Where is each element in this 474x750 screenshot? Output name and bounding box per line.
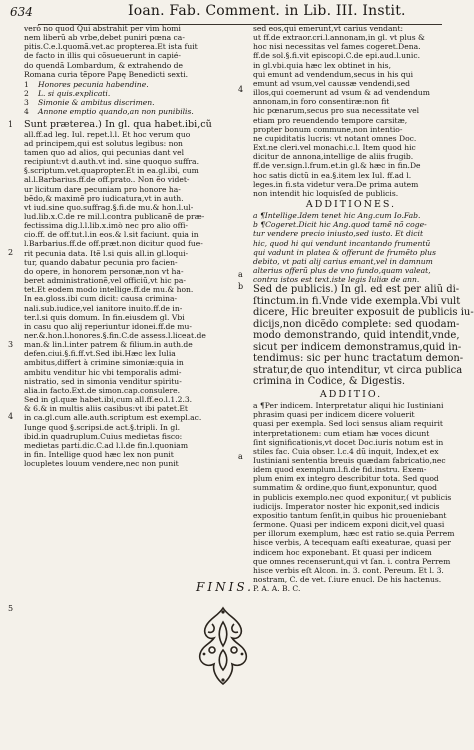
- margin-number: 3: [8, 340, 14, 349]
- text-line: plum enim ex integro describitur tota. Sed quod: [253, 474, 439, 484]
- text-line: Iustiniani sententia breuis quædam fabricatio,nec: [253, 455, 446, 465]
- text-line: cio.ff. de off.tut.l.in eos.& l.sit faciunt. quia in: [24, 230, 199, 240]
- text-line: Ext.ne cleri.vel monachi.c.l. Item quod hic: [253, 143, 416, 153]
- text-line: per illorum exemplum, hæc est ratio se.quia Perrem: [253, 529, 455, 539]
- text-line: summatim & ordine,quo fiunt,exponuntur, quod: [253, 483, 437, 493]
- page-header: [10, 3, 448, 23]
- fleuron-ornament-icon: [188, 604, 258, 688]
- text-line: P. A. A. B. C.: [253, 584, 301, 594]
- text-line: qui emunt ad vendendum,secus in his qui: [253, 69, 414, 79]
- text-line: idem quod exemplum.l.fi.de fid.instru. Exem-: [253, 465, 427, 475]
- text-line: In ea.gloss.ibi cum dicit: causa crimina-: [24, 294, 178, 304]
- additio-notes: [253, 401, 455, 594]
- summary-text: Honores pecunia habendine.: [38, 79, 149, 89]
- summary-text: Annone emptio quando,an non punibilis.: [38, 107, 194, 117]
- text-line: interpretationem: cum etiam hæ voces dicunt: [253, 428, 430, 438]
- text-line: hoc satis dictũ in ea.§.item lex Iul. ff.ad l.: [253, 170, 412, 180]
- text-line: que omnes recenserunt,qui vt ſan. i. contra Perrem: [253, 556, 451, 566]
- summary-text: Simonie & ambitus discrimen.: [38, 98, 155, 108]
- text-line: tendimus: sic per hunc tractatum demon-: [253, 353, 464, 365]
- text-line: in fin. Intellige quod hæc lex non punit: [24, 450, 174, 460]
- text-line: Sed de publicis.) In gl. ed est per aliũ di-: [253, 284, 460, 296]
- text-line: hic pœnarum,secus pro sua necessitate vel: [253, 106, 420, 116]
- text-line: hic, quod hi qui vendunt incantando frumentũ: [253, 238, 431, 248]
- text-line: verò no quod Qui abstrahit per vim homi: [24, 24, 181, 33]
- text-line: expositio tantum ſenſit,in quibus hic proueniebant: [253, 510, 447, 520]
- text-line: sicut per indicem demonstramus,quid in-: [253, 341, 462, 353]
- text-line: hisce verbis eſt Alcon. in. 3. cont. Pereum. Et l. 3.: [253, 565, 444, 575]
- text-line: do opere, in honorem personæ,non vt ha-: [24, 266, 184, 276]
- text-line: phrasim quasi per indicem dicere voluerit: [253, 410, 415, 420]
- text-line: rit pecunia data. Itẽ l.si quis all.in gl.loqui-: [24, 248, 189, 258]
- text-line: man.& lin.l.inter patrem & filium.in auth.de: [24, 340, 193, 350]
- text-line: & 6.& in multis aliis casibus:vt ibi patet.Et: [24, 404, 188, 414]
- additio-heading: ADDITIO.: [319, 388, 383, 400]
- margin-letter: a: [238, 270, 243, 279]
- text-line: alterius offerũ plus de vno fundo,quam valeat,: [253, 266, 431, 276]
- text-line: hisce verbis, A tecequam eaſti exeaturae, quasi per: [253, 538, 451, 548]
- text-line: nali.sub.iudice,vel ianitore inuito.ff.de in-: [24, 303, 183, 313]
- summary-list: [24, 80, 220, 117]
- text-line: qui vadunt in platea & offerunt de frumẽto plus: [253, 247, 436, 257]
- text-line: tamen quo ad alios, qui pecunias dant vel: [24, 147, 185, 157]
- text-line: illos,qui coemerunt ad vsum & ad vendendum: [253, 88, 430, 98]
- left-column-opening-text: [24, 24, 220, 79]
- text-line: crimina in Codice, & Digestis.: [253, 376, 406, 388]
- text-line: ibid.in quadruplum.Cuius medietas fisco:: [24, 431, 183, 441]
- text-line: ſermone. Quasi per indicem exponi dicit,vel quasi: [253, 520, 445, 530]
- summary-number: 4: [24, 107, 29, 117]
- text-line: ur licitum dare pecuniam pro honore ha-: [24, 184, 181, 194]
- text-line: indicem hoc exponebant. Et quasi per indicem: [253, 547, 432, 557]
- summary-item: [24, 89, 220, 98]
- text-line: lud.lib.x.C.de re mil.l.contra publicanẽ de præ-: [24, 211, 205, 221]
- margin-number: 1: [8, 120, 14, 129]
- text-line: nostram, C. de vet. ſ.iure enucl. De his hactenus.: [253, 575, 442, 584]
- text-line: recipiunt:vt d.auth.vt ind. sine quoquo suffra.: [24, 157, 199, 167]
- text-line: §.scriptum.vet.quapropter.Et in ea.gl.ibi, cum: [24, 166, 199, 176]
- text-line: emunt ad vsum,vel caussæ vendendi,sed: [253, 78, 410, 88]
- text-line: beret administrationẽ,vel officiũ,vt hic pa-: [24, 276, 186, 286]
- text-line: locupletes louum vendere,nec non punit: [24, 459, 179, 469]
- text-line: ambitus,differt à crimine simoniæ:quia in: [24, 358, 184, 368]
- margin-letter: a: [238, 452, 243, 461]
- text-line: modo demonstrando, quid intendit,vnde,: [253, 330, 460, 342]
- summary-item: [24, 98, 220, 107]
- text-line: ad principem,qui est solutus legibus: non: [24, 138, 183, 148]
- text-line: non intendit hic loquisſed de publicis.: [253, 188, 399, 198]
- text-line: dicere, Hic breuiter exposuit de publicis iu-: [253, 307, 474, 319]
- margin-number: 4: [8, 412, 14, 421]
- text-line: defen.ciui.§.fi.ff.vt.Sed ibi.Hæc lex Iulia: [24, 349, 176, 359]
- text-line: ff.de ver.sign.l.frum.et.in gl.& hæc in fin.De: [253, 161, 421, 171]
- right-column: [253, 24, 474, 594]
- text-line: ter.l.si quis domum. In fin.eiusdem gl. Vbi: [24, 312, 185, 322]
- text-line: in gl.vbi.quia hæc lex obtinet in his,: [253, 60, 391, 70]
- text-line: nistratio, sed in simonia venditur spiritu-: [24, 376, 182, 386]
- margin-number: 4: [238, 85, 244, 94]
- text-line: al.l.Barbarius.ff.de off.prato.. Non ẽo videt-: [24, 175, 190, 185]
- page-number: 634: [10, 5, 33, 19]
- summary-text: L. si quis.explicati.: [38, 89, 111, 99]
- right-column-opening-text: [253, 24, 449, 198]
- text-line: tur, quando dabatur pecunia pro facien-: [24, 257, 178, 267]
- text-line: de facto in illis qui cõsueuerunt in capié-: [24, 51, 181, 61]
- text-line: stratur,de quo intenditur, vt circa publica: [253, 364, 463, 376]
- text-line: sed eos,qui emerunt,vt carius vendant:: [253, 24, 404, 33]
- text-line: dicijs,non dicẽdo complete: sed quodam-: [253, 318, 460, 330]
- text-line: Iunge quod §.scripsi.de act.§.tripli. In gl.: [24, 422, 181, 432]
- text-line: medietas parti.dic.C.ad l.l.de fin.l.quoniam: [24, 440, 189, 450]
- additiones-notes: [253, 211, 449, 284]
- text-line: etiam pro reuendendo tempore carsitæ,: [253, 115, 408, 125]
- text-line: Romana curia tẽpore Papę Benedicti sexti.: [24, 69, 189, 79]
- text-line: vt iud.sine quo.suffrag.§.fi.de mu.& hon.l.ul-: [24, 202, 194, 212]
- text-line: ne cupiditatis lucris: vt notant omnes Doc.: [253, 133, 417, 143]
- left-column-body: [24, 119, 220, 469]
- summary-number: 3: [24, 98, 29, 108]
- text-line: ambitu venditur hic vbi temporalis admi-: [24, 367, 182, 377]
- text-line: tur vendere precio iniusto,sed iusto. Et dicit: [253, 229, 424, 239]
- text-line: a ¶Intellige.Idem tenet hic Ang.cum Io.Fab.: [253, 211, 421, 221]
- summary-item: [24, 80, 220, 89]
- text-line: ſint significationis,vt docet Doc.iuris notum est in: [253, 437, 444, 447]
- margin-number: 2: [8, 248, 14, 257]
- text-line: contra istos est text.iste legis Iuliæ de ann.: [253, 275, 420, 285]
- text-line: do quendã Lombardum, & extrahendo de: [24, 60, 184, 70]
- text-line: annonam,in foro consentiræ:non fit: [253, 97, 390, 107]
- text-line: stiles fac. Cuia obser. l.c.4 dũ inquit, Index,et ex: [253, 446, 439, 456]
- margin-number: 5: [8, 604, 14, 613]
- text-line: Sunt præterea.) In gl. qua habet.ibi,cũ: [24, 118, 212, 130]
- summary-item: [24, 107, 220, 116]
- text-line: iudicijs. Imperator noster hic exponit,sed indicis: [253, 501, 440, 511]
- margin-letter: b: [238, 282, 244, 291]
- text-line: ner.&.hon.l.honores.§.fin.C.de assess.l.liceat.de: [24, 331, 206, 340]
- text-line: nem liberũ ab vrbe,debet puniri pœna ca-: [24, 33, 185, 43]
- text-line: in ca.gl.cum alle.auth.scriptum est exempl.ac.: [24, 413, 202, 423]
- summary-number: 2: [24, 89, 29, 99]
- text-line: debito, vt pati alij carius emant,vel in damnum: [253, 256, 433, 266]
- text-line: in publicis exemplo.nec quod exponitur,( vt publicis: [253, 492, 452, 502]
- text-line: bẽdo,& maximẽ pro iudicatura,vt in auth.: [24, 193, 184, 203]
- finis-label: FINIS.: [196, 580, 254, 594]
- text-line: propter bonum commune,non intentio-: [253, 124, 403, 134]
- lemma-paragraph: [253, 284, 474, 388]
- text-line: Sed in gl.quæ habet.ibi,cum all.ff.eo.l.1.2.3.: [24, 395, 193, 405]
- text-line: l.Barbarius.ff.de off.præt.non dicitur quod fue-: [24, 239, 203, 249]
- text-line: all.ff.ad leg. Iul. repet.l.l. Et hoc verum quo: [24, 129, 191, 139]
- text-line: tet.Et eodem modo intellige.ff.de mu.& hon.: [24, 285, 194, 295]
- text-line: fectissima dig.l.l.lib.x.imò nec pro alio offi-: [24, 221, 188, 231]
- text-line: ut ff.de extraor.cri.l.annonam,in gl. vt plus &: [253, 33, 425, 43]
- text-line: a ¶Per indicem. Interpretatur aliqui hic Iustiniani: [253, 401, 444, 411]
- text-line: hoc nisi necessitas vel fames cogeret.Dena.: [253, 42, 421, 52]
- text-line: pitis.C.e.l.quomã.vet.ac propterea.Et ista fuit: [24, 42, 198, 52]
- running-head: Ioan. Fab. Comment. in Lib. III. Instit.: [128, 3, 406, 19]
- text-line: ſtinctum.in fi.Vnde vide exempla.Vbi vult: [253, 295, 461, 307]
- additiones-heading: ADDITIONES.: [305, 198, 397, 210]
- text-line: alia.in facto.Ext.de simon.cap.consulere.: [24, 385, 181, 395]
- summary-number: 1: [24, 79, 29, 89]
- text-line: b ¶Cogeret.Dicit hic Ang.quod tamẽ nõ coge-: [253, 220, 427, 230]
- text-line: ff.de sol.§.fi.vit episcopi.C.de epi.aud.l.unic.: [253, 51, 421, 61]
- text-line: quasi per exempla. Sed loci sensus aliam requirit: [253, 419, 443, 429]
- left-column: [24, 24, 220, 468]
- text-line: leges.in fi.sta videtur vera.De prima autem: [253, 179, 419, 189]
- text-line: dicitur de annona,intellige de aliis frugib.: [253, 152, 414, 162]
- text-line: in casu quo alij reperiuntur idonei.ff.de mu-: [24, 321, 192, 331]
